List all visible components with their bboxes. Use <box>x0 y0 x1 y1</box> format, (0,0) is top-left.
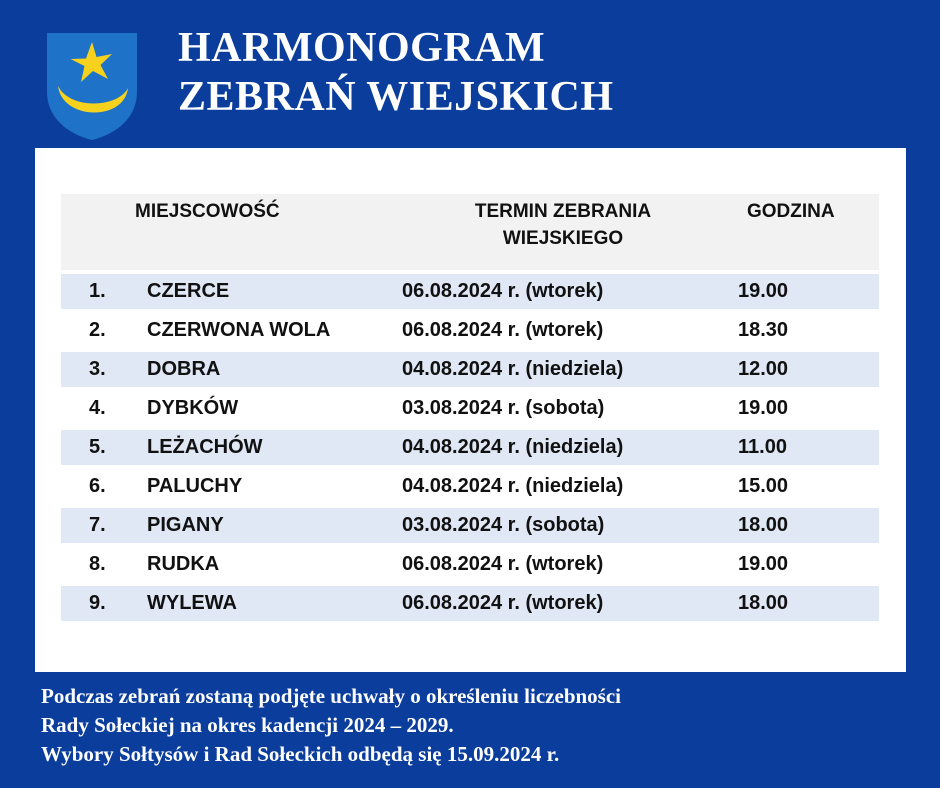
table-row <box>61 586 879 621</box>
row-hour: 19.00 <box>738 280 789 302</box>
row-number: 9. <box>89 592 106 614</box>
row-term: 04.08.2024 r. (niedziela) <box>402 358 624 380</box>
row-number: 2. <box>89 319 106 341</box>
row-place: LEŻACHÓW <box>147 436 263 458</box>
row-hour: 18.00 <box>738 592 789 614</box>
row-term: 06.08.2024 r. (wtorek) <box>402 553 604 575</box>
row-hour: 15.00 <box>738 475 789 497</box>
row-number: 6. <box>89 475 106 497</box>
table-row <box>61 391 879 426</box>
row-hour: 12.00 <box>738 358 789 380</box>
column-header-term-line-2: WIEJSKIEGO <box>502 228 624 249</box>
row-number: 3. <box>89 358 106 380</box>
row-term: 06.08.2024 r. (wtorek) <box>402 280 604 302</box>
footer-line-1: Podczas zebrań zostaną podjęte uchwały o określeniu liczebności <box>41 684 622 708</box>
column-header-term <box>383 198 743 252</box>
row-number: 7. <box>89 514 106 536</box>
row-hour: 19.00 <box>738 397 789 419</box>
row-place: CZERCE <box>147 280 230 302</box>
table-header <box>61 194 879 270</box>
row-hour: 19.00 <box>738 553 789 575</box>
row-place: DOBRA <box>147 358 221 380</box>
row-number: 8. <box>89 553 106 575</box>
row-hour: 18.00 <box>738 514 789 536</box>
row-place: DYBKÓW <box>147 397 239 419</box>
column-header-term-line-1: TERMIN ZEBRANIA <box>474 201 652 222</box>
table-row <box>61 430 879 465</box>
title-line-1: HARMONOGRAM <box>178 25 546 71</box>
column-header-place: MIEJSCOWOŚĆ <box>135 201 280 222</box>
page-title <box>178 24 614 122</box>
footer-line-2: Rady Sołeckiej na okres kadencji 2024 – 2029. <box>41 713 454 737</box>
row-term: 06.08.2024 r. (wtorek) <box>402 319 604 341</box>
row-place: PIGANY <box>147 514 224 536</box>
footer-note <box>41 682 621 769</box>
row-place: RUDKA <box>147 553 220 575</box>
table-row <box>61 313 879 348</box>
row-term: 06.08.2024 r. (wtorek) <box>402 592 604 614</box>
row-place: PALUCHY <box>147 475 243 497</box>
column-header-hour: GODZINA <box>747 201 835 222</box>
table-row <box>61 508 879 543</box>
schedule-table <box>61 194 879 621</box>
table-row <box>61 274 879 309</box>
footer-line-3: Wybory Sołtysów i Rad Sołeckich odbędą się 15.09.2024 r. <box>41 742 560 766</box>
title-line-2: ZEBRAŃ WIEJSKICH <box>178 74 614 120</box>
row-term: 03.08.2024 r. (sobota) <box>402 514 605 536</box>
row-number: 1. <box>89 280 106 302</box>
row-number: 4. <box>89 397 106 419</box>
row-term: 04.08.2024 r. (niedziela) <box>402 436 624 458</box>
row-hour: 18.30 <box>738 319 789 341</box>
coat-of-arms-crest-icon <box>44 30 140 142</box>
row-term: 03.08.2024 r. (sobota) <box>402 397 605 419</box>
table-row <box>61 547 879 582</box>
table-row <box>61 469 879 504</box>
row-term: 04.08.2024 r. (niedziela) <box>402 475 624 497</box>
row-place: CZERWONA WOLA <box>147 319 331 341</box>
table-row <box>61 352 879 387</box>
schedule-panel <box>35 148 906 672</box>
row-number: 5. <box>89 436 106 458</box>
row-place: WYLEWA <box>147 592 237 614</box>
row-hour: 11.00 <box>738 436 787 458</box>
